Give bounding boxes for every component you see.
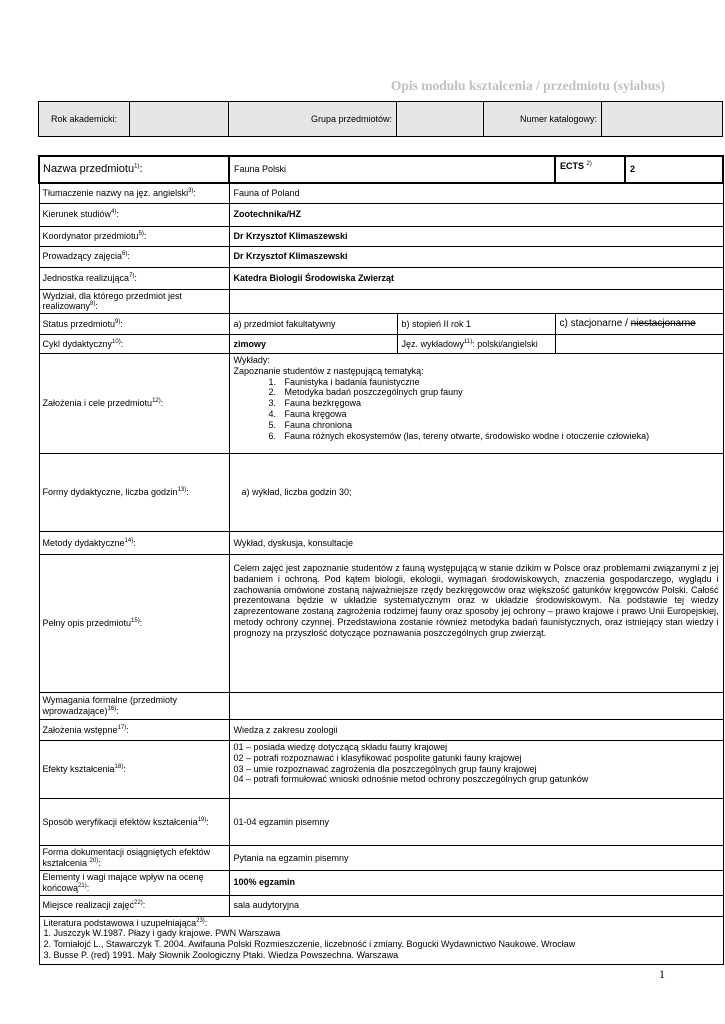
jednostka-label: Jednostka realizująca$^{7)}$: — [39, 267, 229, 289]
kierunek-value: Zootechnika/HZ — [229, 203, 723, 226]
formy-value: a) wykład, liczba godzin 30; — [229, 454, 723, 532]
list-item: 1. Faunistyka i badania faunistyczne — [279, 377, 719, 388]
weryfikacja-label: Sposób weryfikacji efektów kształcenia$^{19)}$: — [39, 799, 229, 846]
efekty-value — [229, 741, 723, 799]
row-wydzial — [39, 289, 723, 314]
jezyk-cell: Jęz. wykładowy$^{11)}$: polski/angielski — [397, 335, 555, 354]
row-status — [39, 314, 723, 335]
row-opis — [39, 555, 723, 693]
row-zalozenia — [39, 354, 723, 454]
row-dokumentacja — [39, 846, 723, 871]
row-elementy — [39, 871, 723, 896]
efekt-item: 04 – potrafi formułować wnioski odnośnie metod ochrony poszczególnych grup gatunków — [233, 774, 589, 785]
row-kierunek — [39, 203, 723, 226]
metody-label: Metody dydaktyczne$^{14)}$: — [39, 532, 229, 555]
rok-akademicki-label: Rok akademicki: — [39, 102, 130, 137]
cykl-label: Cykl dydaktyczny$^{10)}$: — [39, 335, 229, 354]
ects-value: 2 — [625, 156, 723, 183]
efekt-item: 01 – posiada wiedzę dotyczącą składu fauny krajowej — [233, 742, 448, 753]
status-a: a) przedmiot fakultatywny — [229, 314, 397, 335]
dokumentacja-label: Forma dokumentacji osiągniętych efektów kształcenia $^{20)}$: — [39, 846, 229, 871]
grupa-przedmiotow-label: Grupa przedmiotów: — [229, 102, 397, 137]
rok-akademicki-value[interactable] — [130, 102, 229, 137]
numer-katalogowy-value[interactable] — [602, 102, 723, 137]
list-item: 4. Fauna kręgowa — [279, 409, 719, 420]
row-formy — [39, 454, 723, 532]
literatura-cell — [39, 916, 723, 964]
status-label: Status przedmiotu$^{9)}$: — [39, 314, 229, 335]
wydzial-value — [229, 289, 723, 314]
formy-label: Formy dydaktyczne, liczba godzin$^{13)}$: — [39, 454, 229, 532]
zalozenia-intro-2: Zapoznanie studentów z następującą tematyką: — [233, 365, 424, 376]
row-metody — [39, 532, 723, 555]
row-wymagania — [39, 693, 723, 720]
wymagania-value — [229, 693, 723, 720]
koordynator-value: Dr Krzysztof Klimaszewski — [229, 226, 723, 246]
tlumaczenie-value: Fauna of Poland — [229, 183, 723, 203]
cykl-value: zimowy — [229, 335, 397, 354]
elementy-label: Elementy i wagi mające wpływ na ocenę końcową$^{21)}$: — [39, 871, 229, 896]
zalozenia-intro-1: Wykłady: — [233, 355, 270, 366]
syllabus-table — [38, 155, 724, 965]
literatura-label: Literatura podstawowa i uzupełniająca$^{23)}$: — [43, 917, 208, 928]
zalozenia-topic-list — [234, 377, 719, 442]
ects-label: ECTS $^{2)}$ — [555, 156, 625, 183]
elementy-value: 100% egzamin — [229, 871, 723, 896]
header-table — [38, 101, 723, 137]
koordynator-label: Koordynator przedmiotu$^{5)}$: — [39, 226, 229, 246]
literatura-item: 2. Tomiałojć L., Stawarczyk T. 2004. Awifauna Polski Rozmieszczenie, liczebność i zmiany. Bogucki Wydawnictwo Naukowe. Wrocław — [43, 939, 576, 950]
row-koordynator — [39, 226, 723, 246]
dokumentacja-value: Pytania na egzamin pisemny — [229, 846, 723, 871]
efekty-label: Efekty kształcenia$^{18)}$: — [39, 741, 229, 799]
efekt-item: 02 – potrafi rozpoznawać i klasyfikować pospolite gatunki fauny krajowej — [233, 752, 522, 763]
list-item: 3. Fauna bezkręgowa — [279, 398, 719, 409]
list-item: 5. Fauna chroniona — [279, 420, 719, 431]
row-literatura — [39, 916, 723, 964]
row-prowadzacy — [39, 246, 723, 267]
row-miejsce — [39, 895, 723, 916]
row-cykl — [39, 335, 723, 354]
row-wstepne — [39, 720, 723, 741]
metody-value: Wykład, dyskusja, konsultacje — [229, 532, 723, 555]
miejsce-label: Miejsce realizacji zajęć$^{22)}$: — [39, 895, 229, 916]
wydzial-label: Wydział, dla którego przedmiot jest realizowany$^{8)}$: — [39, 289, 229, 314]
cykl-empty — [555, 335, 723, 354]
opis-label: Pełny opis przedmiotu$^{15)}$: — [39, 555, 229, 693]
page-number: 1 — [659, 967, 665, 981]
nazwa-value: Fauna Polski — [229, 156, 555, 183]
status-c: c) stacjonarne / niestacjonarne — [555, 314, 723, 335]
row-nazwa — [39, 156, 723, 183]
list-item: 2. Metodyka badań poszczególnych grup fauny — [279, 387, 719, 398]
nazwa-label: Nazwa przedmiotu$^{1)}$: — [39, 156, 229, 183]
wstepne-label: Założenia wstępne$^{17)}$: — [39, 720, 229, 741]
row-jednostka — [39, 267, 723, 289]
weryfikacja-value: 01-04 egzamin pisemny — [229, 799, 723, 846]
tlumaczenie-label: Tłumaczenie nazwy na jęz. angielski$^{3)}$: — [39, 183, 229, 203]
wymagania-label: Wymagania formalne (przedmioty wprowadzające)$^{16)}$: — [39, 693, 229, 720]
row-tlumaczenie — [39, 183, 723, 203]
zalozenia-value — [229, 354, 723, 454]
row-weryfikacja — [39, 799, 723, 846]
status-b: b) stopień II rok 1 — [397, 314, 555, 335]
prowadzacy-label: Prowadzący zajęcia$^{6)}$: — [39, 246, 229, 267]
efekt-item: 03 – umie rozpoznawać zagrożenia dla poszczególnych grup fauny krajowej — [233, 763, 537, 774]
jednostka-value: Katedra Biologii Środowiska Zwierząt — [229, 267, 723, 289]
zalozenia-label: Założenia i cele przedmiotu$^{12)}$: — [39, 354, 229, 454]
row-efekty — [39, 741, 723, 799]
wstepne-value: Wiedza z zakresu zoologii — [229, 720, 723, 741]
numer-katalogowy-label: Numer katalogowy: — [484, 102, 602, 137]
list-item: 6. Fauna różnych ekosystemów (las, tereny otwarte, środowisko wodne i otoczenie człowieka) — [279, 431, 719, 442]
literatura-item: 1. Juszczyk W.1987. Płazy i gady krajowe. PWN Warszawa — [43, 928, 281, 939]
prowadzacy-value: Dr Krzysztof Klimaszewski — [229, 246, 723, 267]
kierunek-label: Kierunek studiów$^{4)}$: — [39, 203, 229, 226]
document-title: Opis modułu kształcenia / przedmiotu (sylabus) — [390, 78, 665, 93]
miejsce-value: sala audytoryjna — [229, 895, 723, 916]
literatura-item: 3. Busse P. (red) 1991. Mały Słownik Zoologiczny Ptaki. Wiedza Powszechna. Warszawa — [43, 950, 399, 961]
grupa-przedmiotow-value[interactable] — [397, 102, 484, 137]
opis-value: Celem zajęć jest zapoznanie studentów z fauną występującą w stanie dzikim w Polsce oraz problemami związanymi z jej badaniem i ochroną. Pod kątem biologii, ekologii, wymagań środowiskowych, znaczenia gospodarczego, wyglądu i zachowania omówione zostaną najważniejsze rzędy bezkręgowców oraz większość gatunków kręgowców Polski. Całość prezentowana będzie w układzie systematycznym oraz w układzie środowiskowym. Na podstawie tej wiedzy zaprezentowane zostaną zagrożenia rodzimej fauny oraz sposoby jej ochrony – prawo krajowe i prawo Unii Europejskiej, metody ochrony czynnej. Przedstawiona zostanie również metodyka badań faunistycznych, oraz istniejący stan wiedzy i prognozy na przyszłość dotyczące poznawania poszczególnych grup zwierząt. — [229, 555, 723, 693]
